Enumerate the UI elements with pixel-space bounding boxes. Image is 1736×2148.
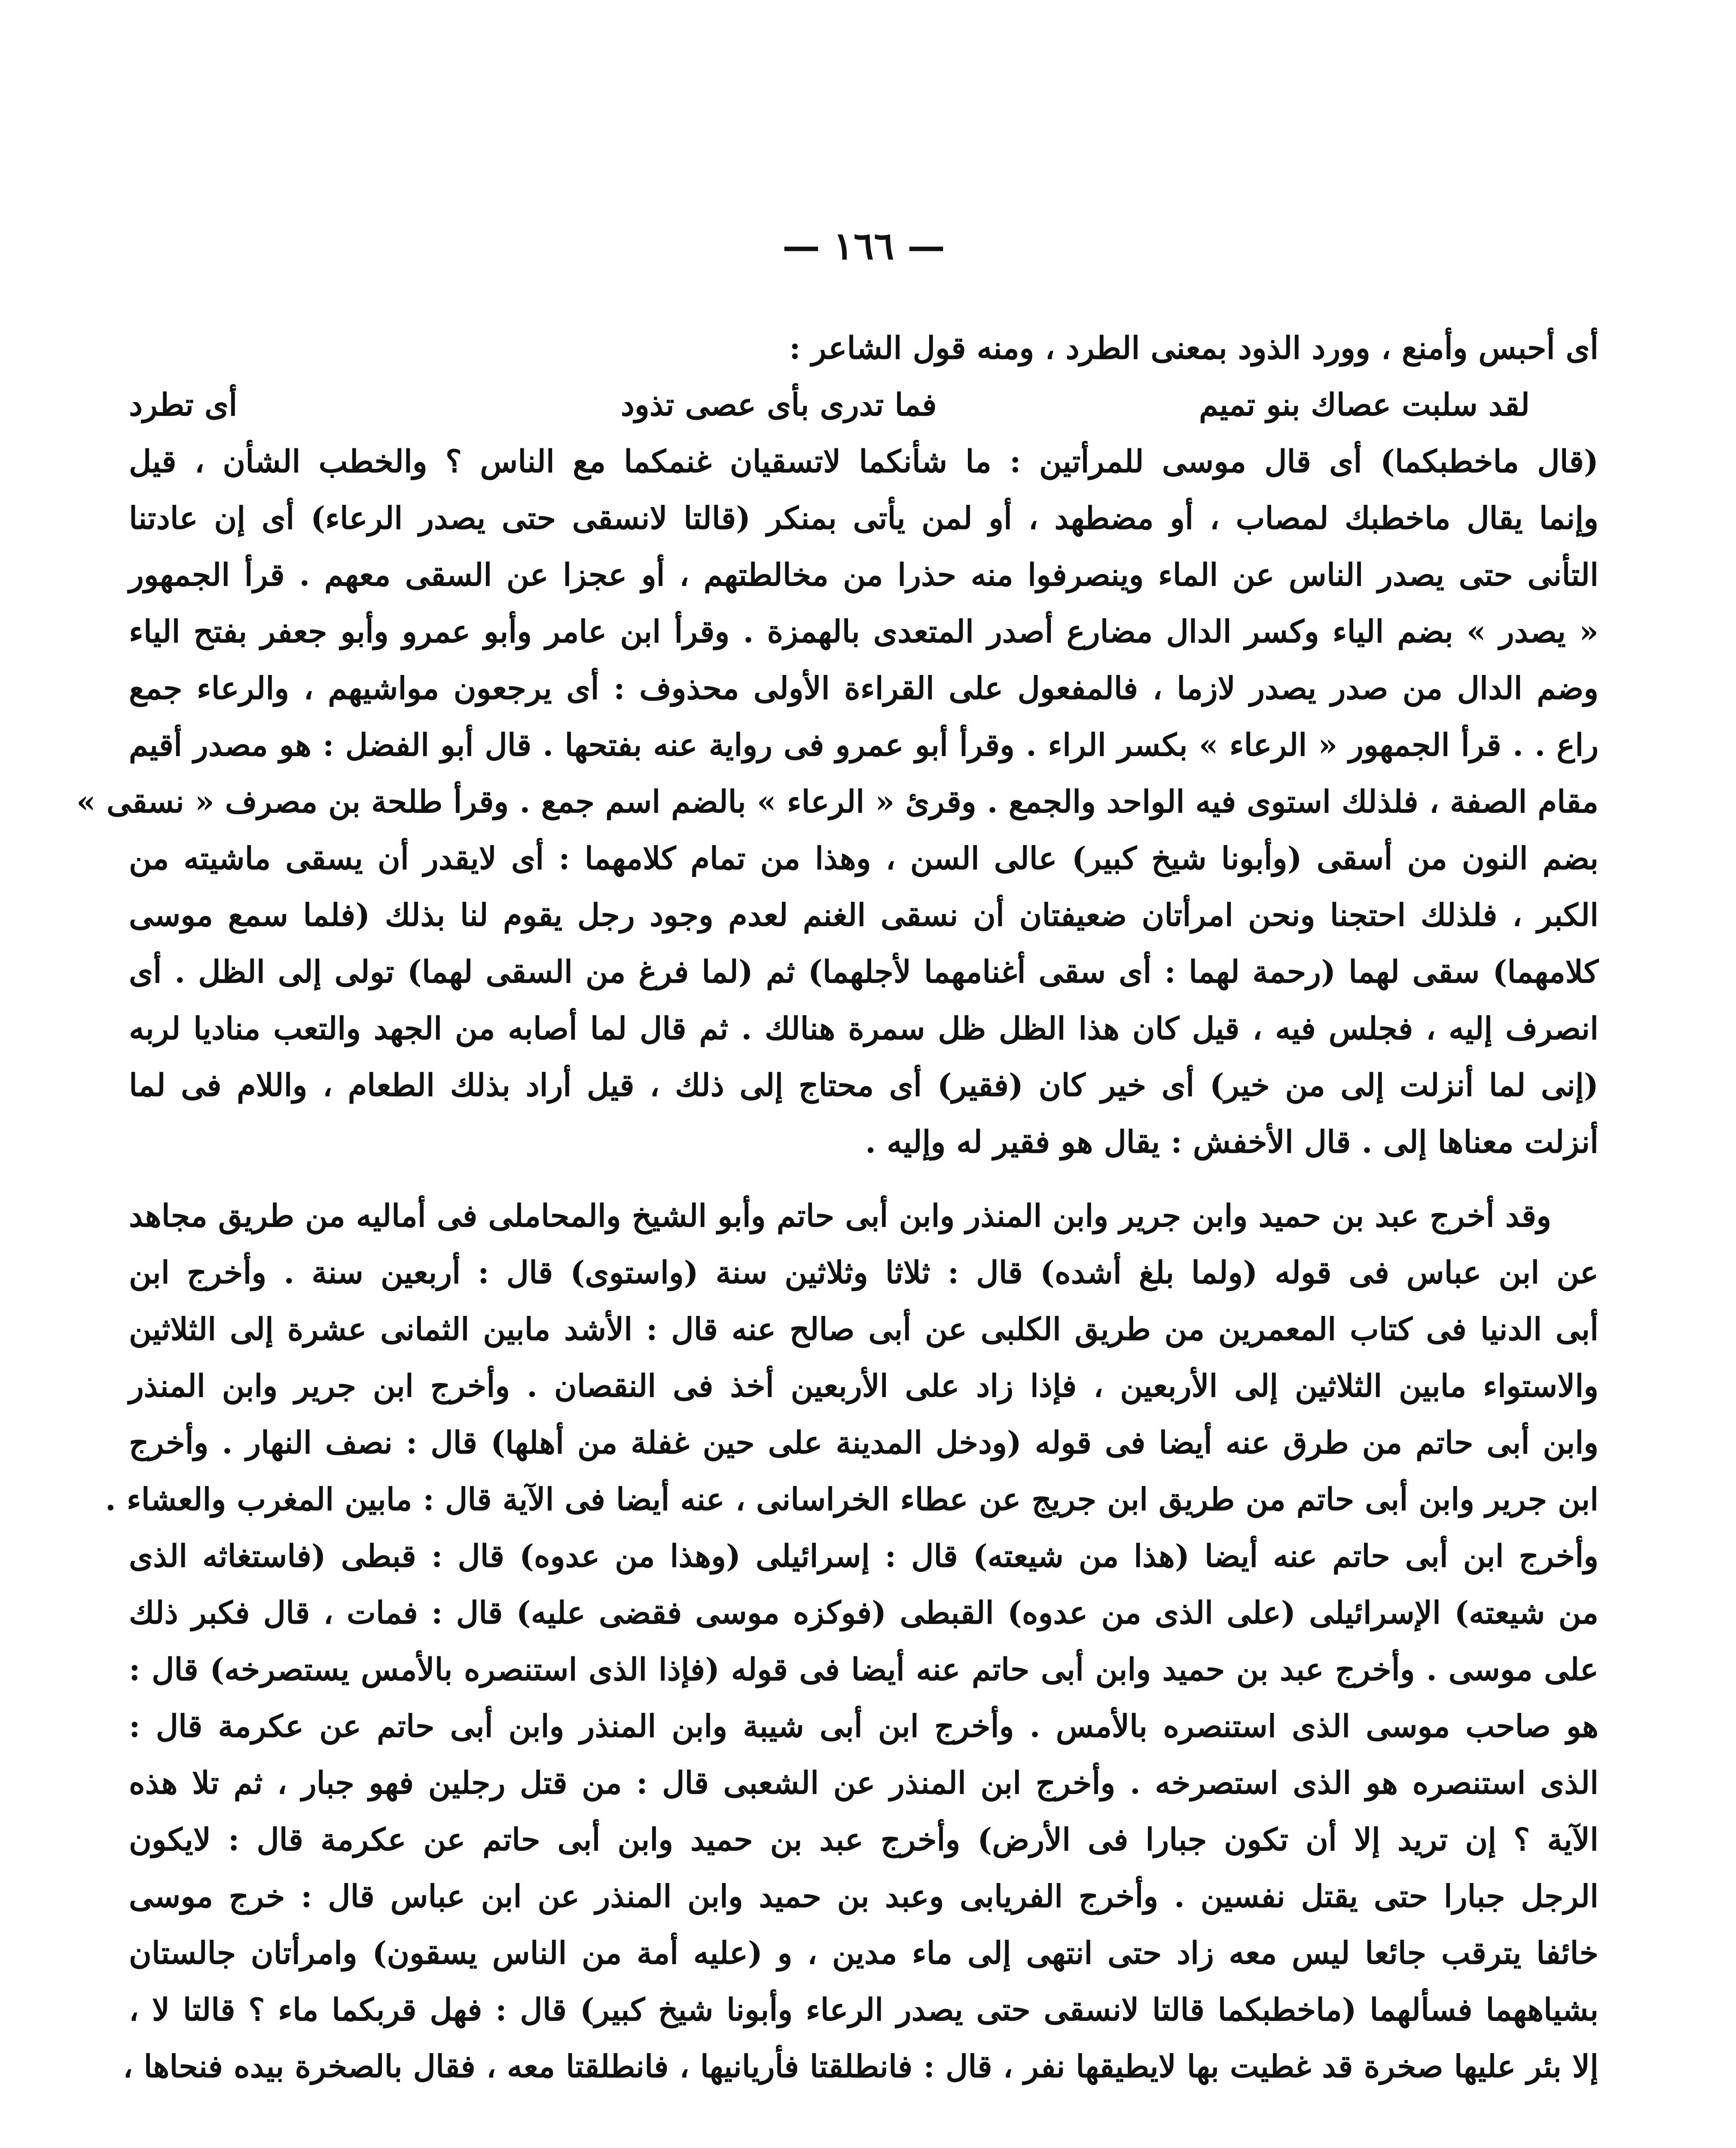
- text-line: الآية ؟ إن تريد إلا أن تكون جبارا فى الأرض) وأخرج عبد بن حميد وابن أبى حاتم عن عكرمة قال : لايكون: [129, 1821, 1599, 1858]
- text-line: أبى الدنيا فى كتاب المعمرين من طريق الكلبى عن أبى صالح عنه قال : الأشد مابين الثمانى عشرة إلى الثلاثين: [129, 1311, 1599, 1347]
- text-line: الذى استنصره هو الذى استصرخه . وأخرج ابن المنذر عن الشعبى قال : من قتل رجلين فهو جبار ، ثم تلا هذه: [129, 1764, 1599, 1801]
- text-line: خائفا يترقب جائعا ليس معه زاد حتى انتهى إلى ماء مدين ، و (عليه أمة من الناس يسقون) وامرأتان جالستان: [129, 1934, 1599, 1971]
- verse-gloss: أى تطرد: [129, 386, 238, 423]
- paragraph-hadith-reports: [105, 1187, 1599, 2095]
- text-line: (قال ماخطبكما) أى قال موسى للمرأتين : ما شأنكما لاتسقيان غنمكما مع الناس ؟ والخطب الشأن ، قيل: [129, 443, 1599, 479]
- text-line: « يصدر » بضم الياء وكسر الدال مضارع أصدر المتعدى بالهمزة . وقرأ ابن عامر وأبو عمرو وأبو جعفر بفتح الياء: [129, 613, 1599, 650]
- text-line: والاستواء مابين الثلاثين إلى الأربعين ، فإذا زاد على الأربعين أخذ فى النقصان . وأخرج ابن جرير وابن المنذر: [129, 1367, 1599, 1404]
- text-line: إلا بئر عليها صخرة قد غطيت بها لايطيقها نفر ، قال : فانطلقتا فأريانيها ، فانطلقتا معه ، فقال بالصخرة بيده فنحاها ،: [123, 2048, 1599, 2084]
- text-line: الرجل جبارا حتى يقتل نفسين . وأخرج الفريابى وعبد بن حميد وابن المنذر عن ابن عباس قال : خرج موسى: [129, 1878, 1599, 1914]
- text-line: عن ابن عباس فى قوله (ولما بلغ أشده) قال : ثلاثا وثلاثين سنة (واستوى) قال : أربعين سنة . وأخرج ابن: [129, 1254, 1599, 1291]
- text-line: الكبر ، فلذلك احتجنا ونحن امرأتان ضعيفتان أن نسقى الغنم لعدم وجود رجل يقوم لنا بذلك (فلما سمع موسى: [129, 897, 1599, 933]
- text-line: أنزلت معناها إلى . قال الأخفش : يقال هو فقير له وإليه .: [865, 1123, 1599, 1160]
- text-line: على موسى . وأخرج عبد بن حميد وابن أبى حاتم عنه أيضا فى قوله (فإذا الذى استنصره بالأمس يستصرخه) قال :: [129, 1651, 1599, 1687]
- text-line: ابن جرير وابن أبى حاتم من طريق ابن جريج عن عطاء الخراسانى ، عنه أيضا فى الآية قال : مابين المغرب والعشاء .: [105, 1481, 1599, 1517]
- text-line: انصرف إليه ، فجلس فيه ، قيل كان هذا الظل ظل سمرة هنالك . ثم قال لما أصابه من الجهد والتعب مناديا لربه: [129, 1010, 1599, 1047]
- verse-hemistich-second: فما تدرى بأى عصى تذود: [620, 386, 937, 423]
- page-number: — ١٦٦ —: [782, 223, 946, 268]
- text-line: وأخرج ابن أبى حاتم عنه أيضا (هذا من شيعته) قال : إسرائيلى (وهذا من عدوه) قال : قبطى (فاستغاثه الذى: [129, 1538, 1599, 1574]
- text-line: بضم النون من أسقى (وأبونا شيخ كبير) عالى السن ، وهذا من تمام كلامهما : أى لايقدر أن يسقى ماشيته من: [129, 840, 1599, 876]
- text-line: بشياههما فسألهما (ماخطبكما قالتا لانسقى حتى يصدر الرعاء وأبونا شيخ كبير) قال : فهل قربكما ماء ؟ قالتا لا ،: [129, 1991, 1599, 2028]
- text-line: هو صاحب موسى الذى استنصره بالأمس . وأخرج ابن أبى شيبة وابن المنذر وابن أبى حاتم عن عكرمة قال :: [129, 1708, 1599, 1744]
- text-line: وضم الدال من صدر يصدر لازما ، فالمفعول على القراءة الأولى محذوف : أى يرجعون مواشيهم ، والرعاء جمع: [129, 670, 1599, 706]
- poetry-verse: [129, 376, 1599, 433]
- verse-hemistich-first: لقد سلبت عصاك بنو تميم: [1199, 386, 1530, 423]
- paragraph-spacer: [129, 1170, 1599, 1187]
- text-line: التأنى حتى يصدر الناس عن الماء وينصرفوا منه حذرا من مخالطتهم ، أو عجزا عن السقى معهم . قرأ الجمهور: [129, 556, 1599, 593]
- text-line: كلامهما) سقى لهما (رحمة لهما : أى سقى أغنامهما لأجلهما) ثم (لما فرغ من السقى لهما) تولى إلى الظل . أى: [129, 953, 1599, 990]
- paragraph-commentary: [76, 433, 1599, 1170]
- text-line: (إنى لما أنزلت إلى من خير) أى خير كان (فقير) أى محتاج إلى ذلك ، قيل أراد بذلك الطعام ، واللام فى لما: [129, 1067, 1599, 1103]
- text-line: راع . . قرأ الجمهور « الرعاء » بكسر الراء . وقرأ أبو عمرو فى رواية عنه بفتحها . قال أبو الفضل : هو مصدر أقيم: [129, 726, 1599, 763]
- text-line: وابن أبى حاتم من طرق عنه أيضا فى قوله (ودخل المدينة على حين غفلة من أهلها) قال : نصف النهار . وأخرج: [129, 1424, 1599, 1461]
- text-line: وقد أخرج عبد بن حميد وابن جرير وابن المنذر وابن أبى حاتم وأبو الشيخ والمحاملى فى أماليه من طريق مجاهد: [129, 1197, 1551, 1234]
- text-line: من شيعته) الإسرائيلى (على الذى من عدوه) القبطى (فوكزه موسى فقضى عليه) قال : فمات ، قال فكبر ذلك: [129, 1594, 1599, 1631]
- text-line: مقام الصفة ، فلذلك استوى فيه الواحد والجمع . وقرئ « الرعاء » بالضم اسم جمع . وقرأ طلحة بن مصرف « نسقى »: [76, 783, 1599, 820]
- text-line: وإنما يقال ماخطبك لمصاب ، أو مضطهد ، أو لمن يأتى بمنكر (قالتا لانسقى حتى يصدر الرعاء) أى إن عادتنا: [129, 500, 1599, 536]
- intro-line: أى أحبس وأمنع ، وورد الذود بمعنى الطرد ، ومنه قول الشاعر :: [789, 330, 1599, 366]
